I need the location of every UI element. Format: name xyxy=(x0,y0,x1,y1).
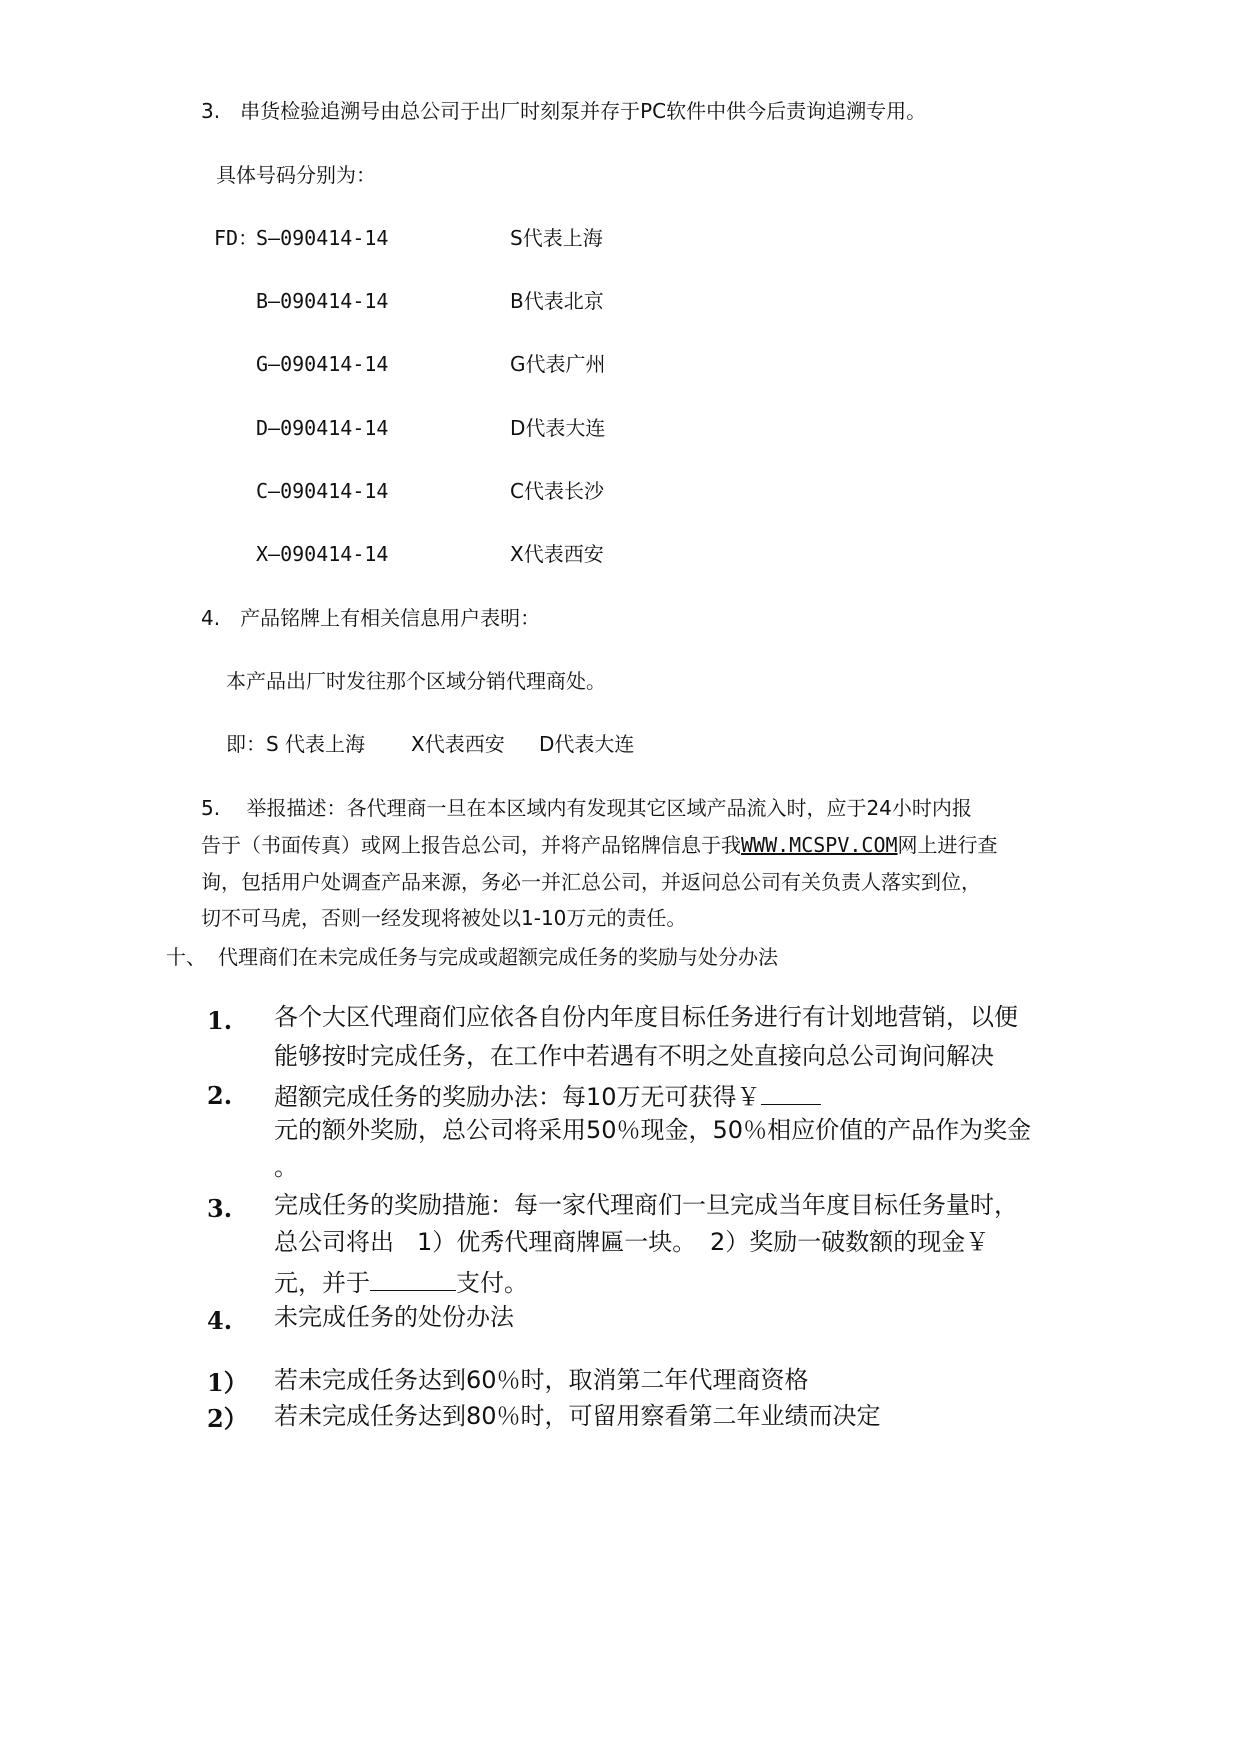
item-5-line-2-end: 网上进行查 xyxy=(897,833,998,857)
reward-text: 超额完成任务的奖励办法：每10万无可获得￥ xyxy=(274,1083,761,1111)
sub-number-2: 2） xyxy=(207,1404,248,1433)
list-item-3-line-3-end: 支付。 xyxy=(456,1269,528,1297)
list-item-1-line-2: 能够按时完成任务，在工作中若遇有不明之处直接向总公司询问解决 xyxy=(274,1042,994,1070)
list-item-3-line-3 xyxy=(274,1266,528,1298)
list-number-3: 3. xyxy=(207,1194,233,1223)
code-d-meaning: D代表大连 xyxy=(510,416,606,440)
item-4-example-2: X代表西安 xyxy=(411,732,505,756)
code-b-meaning: B代表北京 xyxy=(510,289,604,313)
amount-blank xyxy=(761,1080,821,1105)
list-number-2: 2. xyxy=(207,1081,233,1110)
code-s: S—090414-14 xyxy=(256,226,389,250)
list-item-3-line-3-start: 元，并于 xyxy=(274,1269,370,1297)
item-5-line-1: 5. 举报描述：各代理商一旦在本区域内有发现其它区域产品流入时，应于24小时内报 xyxy=(201,796,972,820)
list-item-2-line-2: 元的额外奖励，总公司将采用50％现金，50％相应价值的产品作为奖金 xyxy=(274,1116,1032,1144)
section-title: 代理商们在未完成任务与完成或超额完成任务的奖励与处分办法 xyxy=(218,945,778,969)
list-item-2-line-1 xyxy=(274,1080,821,1112)
item-3-subtitle: 具体号码分别为： xyxy=(216,163,376,187)
list-item-3-line-2-end: 2）奖励一破数额的现金￥ xyxy=(710,1228,990,1256)
code-c: C—090414-14 xyxy=(256,479,389,503)
list-item-4-text: 未完成任务的处份办法 xyxy=(274,1303,514,1331)
item-4-example-3: D代表大连 xyxy=(539,732,635,756)
sub-number-1: 1） xyxy=(207,1368,248,1397)
list-item-2-line-3: 。 xyxy=(274,1153,298,1181)
item-4-example-1: 即：S 代表上海 xyxy=(226,732,366,756)
sub-item-2-text: 若未完成任务达到80％时，可留用察看第二年业绩而决定 xyxy=(274,1402,881,1430)
code-prefix: FD： xyxy=(214,226,259,250)
code-x: X—090414-14 xyxy=(256,542,389,566)
item-5-line-2-start: 告于（书面传真）或网上报告总公司，并将产品铭牌信息于我 xyxy=(201,833,741,857)
list-item-3-line-2-start: 总公司将出 xyxy=(274,1228,394,1256)
code-g: G—090414-14 xyxy=(256,352,389,376)
code-b: B—090414-14 xyxy=(256,289,389,313)
item-4-text: 4. 产品铭牌上有相关信息用户表明： xyxy=(201,606,541,630)
list-number-4: 4. xyxy=(207,1306,233,1335)
list-item-3-line-1: 完成任务的奖励措施：每一家代理商们一旦完成当年度目标任务量时， xyxy=(274,1191,1018,1219)
sub-item-1-text: 若未完成任务达到60％时，取消第二年代理商资格 xyxy=(274,1366,809,1394)
code-x-meaning: X代表西安 xyxy=(510,542,604,566)
code-d: D—090414-14 xyxy=(256,416,389,440)
date-blank xyxy=(370,1266,456,1291)
list-item-3-line-2-middle: 1）优秀代理商牌匾一块。 xyxy=(417,1228,697,1256)
item-4-subtitle: 本产品出厂时发往那个区域分销代理商处。 xyxy=(226,669,606,693)
list-number-1: 1. xyxy=(207,1006,233,1035)
item-5-line-3: 询，包括用户处调查产品来源，务必一并汇总公司，并返问总公司有关负责人落实到位， xyxy=(201,870,981,894)
item-5-line-2 xyxy=(201,834,998,857)
list-item-1-line-1: 各个大区代理商们应依各自份内年度目标任务进行有计划地营销，以便 xyxy=(274,1003,1018,1031)
code-c-meaning: C代表长沙 xyxy=(510,479,604,503)
item-5-line-4: 切不可马虎，否则一经发现将被处以1-10万元的责任。 xyxy=(201,906,687,930)
code-s-meaning: S代表上海 xyxy=(510,226,603,250)
website-link[interactable]: WWW.MCSPV.COM xyxy=(741,833,898,857)
code-g-meaning: G代表广州 xyxy=(510,352,606,376)
item-3-text: 3. 串货检验追溯号由总公司于出厂时刻泵并存于PC软件中供今后责询追溯专用。 xyxy=(201,99,927,123)
section-number: 十、 xyxy=(166,945,206,969)
